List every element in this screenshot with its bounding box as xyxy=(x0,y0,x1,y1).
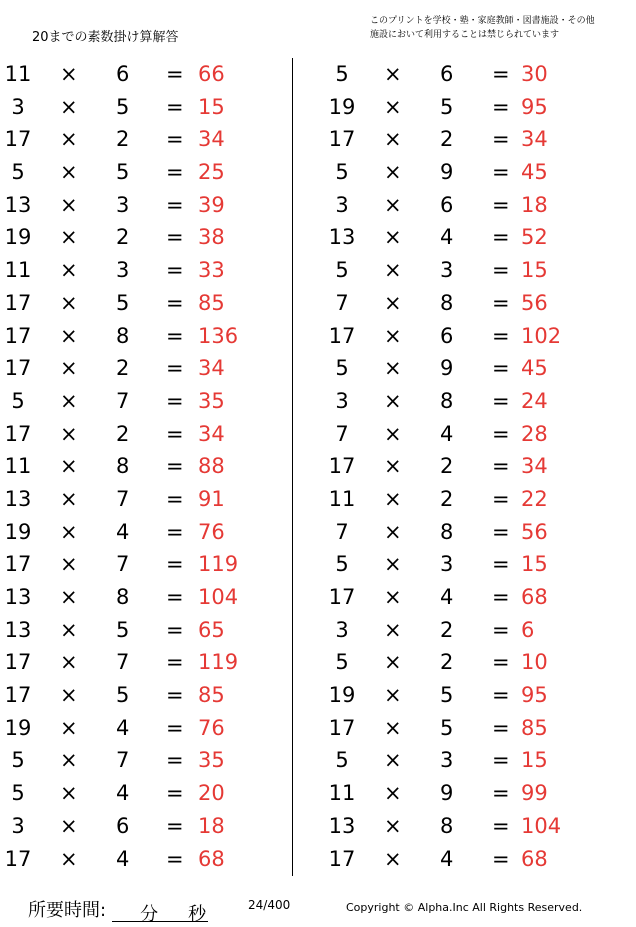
times-sign: × xyxy=(60,552,78,577)
answer: 34 xyxy=(198,127,225,152)
answer: 66 xyxy=(198,62,225,86)
times-sign: × xyxy=(60,617,78,642)
times-sign: × xyxy=(384,160,402,185)
equals-sign: = xyxy=(492,617,510,642)
times-sign: × xyxy=(60,585,78,609)
operand-b: 2 xyxy=(440,127,454,152)
operand-b: 4 xyxy=(116,781,130,806)
answer: 45 xyxy=(521,160,548,185)
seconds-label: 秒 xyxy=(188,904,207,925)
operand-b: 2 xyxy=(440,650,454,675)
operand-a: 5 xyxy=(335,650,349,675)
operand-a: 5 xyxy=(11,160,25,185)
answer: 15 xyxy=(521,552,548,577)
answer: 39 xyxy=(198,192,225,217)
times-sign: × xyxy=(384,846,402,871)
equals-sign: = xyxy=(492,388,510,413)
answer: 56 xyxy=(521,519,548,544)
answer: 85 xyxy=(521,715,548,740)
answer: 68 xyxy=(521,846,548,871)
operand-a: 19 xyxy=(4,519,32,544)
operand-b: 4 xyxy=(440,585,454,609)
times-sign: × xyxy=(60,454,78,479)
equals-sign: = xyxy=(166,519,184,544)
operand-a: 5 xyxy=(335,552,349,577)
times-sign: × xyxy=(384,519,402,544)
times-sign: × xyxy=(384,715,402,740)
operand-a: 3 xyxy=(335,617,349,642)
operand-b: 4 xyxy=(440,421,454,446)
operand-a: 17 xyxy=(4,356,32,381)
equals-sign: = xyxy=(492,258,510,283)
operand-b: 3 xyxy=(116,192,130,217)
equals-sign: = xyxy=(492,486,510,511)
operand-a: 17 xyxy=(4,421,32,446)
answer: 6 xyxy=(521,617,535,642)
operand-a: 3 xyxy=(335,388,349,413)
times-sign: × xyxy=(60,290,78,315)
answer: 95 xyxy=(521,94,548,119)
times-sign: × xyxy=(60,715,78,740)
times-sign: × xyxy=(60,356,78,381)
equals-sign: = xyxy=(166,486,184,511)
operand-b: 5 xyxy=(116,94,130,119)
operand-b: 2 xyxy=(116,356,130,381)
answer: 34 xyxy=(521,454,548,479)
answer: 34 xyxy=(198,421,225,446)
operand-b: 9 xyxy=(440,781,454,806)
operand-b: 6 xyxy=(440,192,454,217)
equals-sign: = xyxy=(492,454,510,479)
equals-sign: = xyxy=(492,519,510,544)
answer: 52 xyxy=(521,225,548,250)
equals-sign: = xyxy=(492,94,510,119)
operand-a: 17 xyxy=(328,127,356,152)
equals-sign: = xyxy=(166,846,184,871)
times-sign: × xyxy=(60,486,78,511)
operand-b: 2 xyxy=(440,486,454,511)
answer: 104 xyxy=(521,813,562,838)
operand-a: 17 xyxy=(4,127,32,152)
equals-sign: = xyxy=(166,192,184,217)
times-sign: × xyxy=(384,388,402,413)
equals-sign: = xyxy=(166,258,184,283)
equals-sign: = xyxy=(166,225,184,250)
operand-a: 19 xyxy=(4,225,32,250)
operand-b: 5 xyxy=(116,290,130,315)
equals-sign: = xyxy=(166,813,184,838)
equals-sign: = xyxy=(492,290,510,315)
page-title: 20までの素数掛け算解答 xyxy=(32,30,179,45)
times-sign: × xyxy=(60,323,78,348)
operand-a: 17 xyxy=(4,683,32,708)
times-sign: × xyxy=(60,192,78,217)
answer: 15 xyxy=(521,258,548,283)
answer: 102 xyxy=(521,323,562,348)
operand-a: 5 xyxy=(335,62,349,86)
operand-b: 2 xyxy=(116,127,130,152)
equals-sign: = xyxy=(166,290,184,315)
usage-notice-line-2: 施設において利用することは禁じられています xyxy=(370,30,560,40)
equals-sign: = xyxy=(492,748,510,773)
page-number: 24/400 xyxy=(248,898,291,912)
times-sign: × xyxy=(60,421,78,446)
operand-b: 8 xyxy=(116,454,130,479)
operand-a: 11 xyxy=(328,781,356,806)
equals-sign: = xyxy=(166,323,184,348)
operand-a: 19 xyxy=(328,683,356,708)
times-sign: × xyxy=(384,585,402,609)
equals-sign: = xyxy=(492,683,510,708)
operand-b: 7 xyxy=(116,650,130,675)
equals-sign: = xyxy=(492,813,510,838)
operand-a: 5 xyxy=(335,258,349,283)
times-sign: × xyxy=(384,813,402,838)
equals-sign: = xyxy=(492,650,510,675)
answer: 38 xyxy=(198,225,225,250)
operand-b: 2 xyxy=(440,454,454,479)
equals-sign: = xyxy=(166,585,184,609)
operand-a: 5 xyxy=(335,160,349,185)
operand-b: 3 xyxy=(440,258,454,283)
operand-b: 8 xyxy=(440,388,454,413)
times-sign: × xyxy=(384,94,402,119)
operand-a: 17 xyxy=(4,846,32,871)
answer: 28 xyxy=(521,421,548,446)
times-sign: × xyxy=(60,127,78,152)
operand-b: 2 xyxy=(440,617,454,642)
equals-sign: = xyxy=(166,356,184,381)
equals-sign: = xyxy=(166,683,184,708)
answer: 25 xyxy=(198,160,225,185)
operand-a: 7 xyxy=(335,421,349,446)
operand-a: 11 xyxy=(4,62,32,86)
equals-sign: = xyxy=(492,192,510,217)
answer: 18 xyxy=(198,813,225,838)
equals-sign: = xyxy=(166,781,184,806)
times-sign: × xyxy=(60,748,78,773)
equals-sign: = xyxy=(166,62,184,86)
operand-a: 17 xyxy=(4,323,32,348)
equals-sign: = xyxy=(492,552,510,577)
time-label: 所要時間: xyxy=(28,900,107,921)
operand-b: 4 xyxy=(116,519,130,544)
column-divider xyxy=(292,58,293,876)
answer: 76 xyxy=(198,715,225,740)
operand-a: 17 xyxy=(328,323,356,348)
answer: 119 xyxy=(198,552,239,577)
operand-b: 3 xyxy=(440,552,454,577)
operand-b: 4 xyxy=(116,846,130,871)
times-sign: × xyxy=(60,388,78,413)
operand-a: 5 xyxy=(11,781,25,806)
times-sign: × xyxy=(384,421,402,446)
equals-sign: = xyxy=(166,94,184,119)
equals-sign: = xyxy=(166,552,184,577)
times-sign: × xyxy=(384,290,402,315)
times-sign: × xyxy=(384,486,402,511)
operand-b: 2 xyxy=(116,421,130,446)
times-sign: × xyxy=(384,62,402,86)
answer: 15 xyxy=(521,748,548,773)
answer: 88 xyxy=(198,454,225,479)
answer: 15 xyxy=(198,94,225,119)
times-sign: × xyxy=(384,781,402,806)
answer: 68 xyxy=(521,585,548,609)
equals-sign: = xyxy=(492,715,510,740)
usage-notice xyxy=(370,14,595,42)
operand-a: 19 xyxy=(4,715,32,740)
operand-a: 17 xyxy=(4,552,32,577)
operand-a: 17 xyxy=(328,454,356,479)
copyright: Copyright © Alpha.Inc All Rights Reserved. xyxy=(346,901,583,914)
times-sign: × xyxy=(384,356,402,381)
answer: 35 xyxy=(198,748,225,773)
times-sign: × xyxy=(60,94,78,119)
equals-sign: = xyxy=(166,617,184,642)
answer: 30 xyxy=(521,62,548,86)
operand-b: 6 xyxy=(116,62,130,86)
operand-b: 5 xyxy=(116,160,130,185)
equals-sign: = xyxy=(166,127,184,152)
operand-a: 19 xyxy=(328,94,356,119)
operand-b: 9 xyxy=(440,356,454,381)
answer: 45 xyxy=(521,356,548,381)
operand-b: 9 xyxy=(440,160,454,185)
operand-a: 13 xyxy=(328,813,356,838)
operand-a: 11 xyxy=(328,486,356,511)
times-sign: × xyxy=(384,650,402,675)
times-sign: × xyxy=(384,617,402,642)
answer: 34 xyxy=(521,127,548,152)
answer: 136 xyxy=(198,323,239,348)
equals-sign: = xyxy=(492,62,510,86)
operand-b: 5 xyxy=(440,683,454,708)
operand-a: 5 xyxy=(11,388,25,413)
equals-sign: = xyxy=(492,421,510,446)
answer: 18 xyxy=(521,192,548,217)
times-sign: × xyxy=(60,519,78,544)
times-sign: × xyxy=(60,650,78,675)
equals-sign: = xyxy=(166,421,184,446)
answer: 85 xyxy=(198,290,225,315)
answer: 22 xyxy=(521,486,548,511)
operand-b: 8 xyxy=(440,290,454,315)
times-sign: × xyxy=(60,846,78,871)
equals-sign: = xyxy=(492,846,510,871)
times-sign: × xyxy=(60,62,78,86)
times-sign: × xyxy=(60,813,78,838)
operand-a: 5 xyxy=(11,748,25,773)
operand-b: 8 xyxy=(440,813,454,838)
operand-b: 5 xyxy=(116,617,130,642)
answer: 20 xyxy=(198,781,225,806)
times-sign: × xyxy=(384,192,402,217)
operand-a: 17 xyxy=(4,650,32,675)
operand-b: 8 xyxy=(116,323,130,348)
equals-sign: = xyxy=(492,585,510,609)
operand-b: 6 xyxy=(440,323,454,348)
operand-b: 5 xyxy=(440,94,454,119)
operand-b: 8 xyxy=(116,585,130,609)
operand-b: 7 xyxy=(116,552,130,577)
answer: 91 xyxy=(198,486,225,511)
operand-a: 7 xyxy=(335,290,349,315)
operand-a: 13 xyxy=(4,486,32,511)
equals-sign: = xyxy=(492,127,510,152)
operand-a: 3 xyxy=(11,94,25,119)
operand-b: 4 xyxy=(440,846,454,871)
operand-b: 7 xyxy=(116,486,130,511)
answer: 34 xyxy=(198,356,225,381)
times-sign: × xyxy=(384,225,402,250)
operand-a: 11 xyxy=(4,258,32,283)
operand-a: 13 xyxy=(4,617,32,642)
operand-b: 7 xyxy=(116,388,130,413)
times-sign: × xyxy=(384,127,402,152)
answer: 104 xyxy=(198,585,239,609)
times-sign: × xyxy=(384,683,402,708)
equals-sign: = xyxy=(166,715,184,740)
operand-a: 7 xyxy=(335,519,349,544)
answer: 24 xyxy=(521,388,548,413)
operand-b: 4 xyxy=(440,225,454,250)
operand-a: 5 xyxy=(335,356,349,381)
answer: 33 xyxy=(198,258,225,283)
answer: 65 xyxy=(198,617,225,642)
operand-a: 3 xyxy=(335,192,349,217)
equals-sign: = xyxy=(166,160,184,185)
equals-sign: = xyxy=(492,356,510,381)
answer: 10 xyxy=(521,650,548,675)
usage-notice-line-1: このプリントを学校・塾・家庭教師・図書施設・その他 xyxy=(370,16,595,26)
operand-a: 17 xyxy=(328,846,356,871)
answer: 35 xyxy=(198,388,225,413)
operand-b: 4 xyxy=(116,715,130,740)
operand-b: 2 xyxy=(116,225,130,250)
equals-sign: = xyxy=(166,650,184,675)
operand-b: 5 xyxy=(116,683,130,708)
operand-a: 13 xyxy=(328,225,356,250)
times-sign: × xyxy=(384,748,402,773)
operand-b: 6 xyxy=(440,62,454,86)
answer: 99 xyxy=(521,781,548,806)
operand-b: 3 xyxy=(440,748,454,773)
answer: 56 xyxy=(521,290,548,315)
times-sign: × xyxy=(60,683,78,708)
times-sign: × xyxy=(384,454,402,479)
operand-a: 5 xyxy=(335,748,349,773)
times-sign: × xyxy=(60,781,78,806)
equals-sign: = xyxy=(166,454,184,479)
answer: 85 xyxy=(198,683,225,708)
answer: 68 xyxy=(198,846,225,871)
answer: 76 xyxy=(198,519,225,544)
operand-b: 3 xyxy=(116,258,130,283)
operand-a: 17 xyxy=(4,290,32,315)
time-required xyxy=(28,896,208,925)
equals-sign: = xyxy=(492,781,510,806)
answer: 119 xyxy=(198,650,239,675)
times-sign: × xyxy=(60,258,78,283)
operand-b: 6 xyxy=(116,813,130,838)
equals-sign: = xyxy=(166,388,184,413)
times-sign: × xyxy=(384,258,402,283)
times-sign: × xyxy=(384,552,402,577)
times-sign: × xyxy=(60,225,78,250)
equals-sign: = xyxy=(492,323,510,348)
minutes-label: 分 xyxy=(140,904,159,925)
answer: 95 xyxy=(521,683,548,708)
operand-b: 8 xyxy=(440,519,454,544)
operand-a: 3 xyxy=(11,813,25,838)
time-blank xyxy=(112,900,208,925)
operand-a: 17 xyxy=(328,715,356,740)
operand-b: 5 xyxy=(440,715,454,740)
operand-a: 17 xyxy=(328,585,356,609)
equals-sign: = xyxy=(166,748,184,773)
equals-sign: = xyxy=(492,225,510,250)
operand-b: 7 xyxy=(116,748,130,773)
times-sign: × xyxy=(384,323,402,348)
times-sign: × xyxy=(60,160,78,185)
operand-a: 13 xyxy=(4,585,32,609)
operand-a: 13 xyxy=(4,192,32,217)
operand-a: 11 xyxy=(4,454,32,479)
equals-sign: = xyxy=(492,160,510,185)
